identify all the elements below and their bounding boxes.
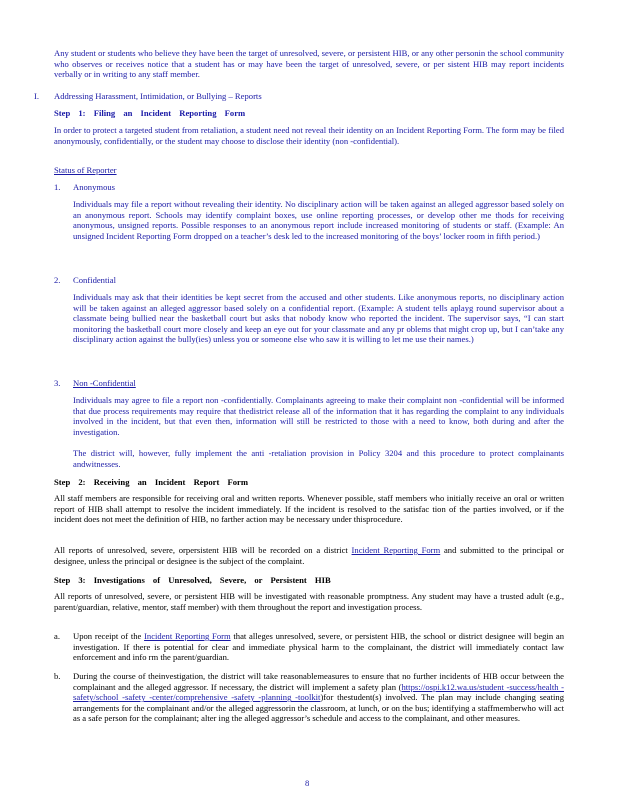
step2-paragraph-2 [54,545,564,566]
confidential-title: Confidential [73,275,116,285]
step1-paragraph: In order to protect a targeted student from retaliation, a student need not reveal their identity on an Incident Reporting Form. The form may be filed anonymously, confidentially, or the student may choose to disclose their identity (non -confidential). [54,125,564,146]
anti-retaliation-text: The district will, however, fully implement the anti -retaliation provision in Policy 3204 and this procedure to protect complainants andwitnesses. [73,448,564,469]
anonymous-text: Individuals may file a report without revealing their identity. No disciplinary action will be taken against an alleged aggressor based solely on an anonymous report. Schools may identify complaint boxes, use online reporting processes, or develop other me thods for receiving anonymous, unsigned reports. Possible responses to an anonymous report include increased monitoring of students or staff. (Example: An unsigned Incident Reporting Form dropped on a teacher’s desk led to the increased monitoring of the boys’ locker room in fifth period.) [73,199,564,241]
non-confidential-text: Individuals may agree to file a report non -confidentially. Complainants agreeing to make their complaint non -confidential will be informed that due process requirements may require that thedistrict release all of the information that it has regarding the complaint to any individuals involved in the incident, but that even then, information will still be restricted to those with a need to know, both during and after the investigation. [73,395,564,437]
step3-item-b-after: )for thestudent(s) involved. The plan may include changing seating arrangements for the complainant and/or the alleged aggressorin the classroom, at lunch, or on the bus; identifying a staffmemberwho will act as a safe person for the complainant; alter ing the alleged aggressor’s schedule and access to the complainant, and other measures. [73,692,564,724]
intro-paragraph: Any student or students who believe they have been the target of unresolved, severe, or persistent HIB, or any other personin the school community who observes or receives notice that a student has or may have been the target of unresolved, severe, or per sistent HIB may report incidents verbally or in writing to any staff member. [54,48,564,80]
anonymous-title: Anonymous [73,182,116,192]
non-confidential-title: Non -Confidential [73,378,136,388]
section-marker: I. [34,91,40,101]
incident-reporting-form-link[interactable]: Incident Reporting Form [351,545,441,555]
safety-plan-link[interactable]: https://ospi.k12.wa.us/student -success/health -safety/school -safety -center/comprehensive -safety -planning -toolkit [73,681,565,703]
step2-paragraph-2-after: and submitted to the principal or designee, unless the principal or designee is the subject of the complaint. [54,545,564,566]
step3-paragraph: All reports of unresolved, severe, or persistent HIB will be investigated with reasonable promptness. Any student may have a trusted adult (e.g., parent/guardian, relative, mentor, staff member) with them throughout the report and investigation process. [54,591,564,612]
page-number: 8 [305,778,310,788]
item-1-marker: 1. [54,182,61,192]
step2-heading: Step 2: Receiving an Incident Report Form [54,477,249,487]
item-a-marker: a. [54,631,60,641]
section-heading: Addressing Harassment, Intimidation, or Bullying – Reports [54,91,262,101]
step2-paragraph-2-before: All reports of unresolved, severe, orpersistent HIB will be recorded on a district [54,545,348,555]
item-3-marker: 3. [54,378,61,388]
incident-reporting-form-link-2[interactable]: Incident Reporting Form [144,631,231,641]
confidential-text: Individuals may ask that their identities be kept secret from the accused and other students. Like anonymous reports, no disciplinary action will be taken against an alleged aggressor based solely on a confidential report. (Example: A student tells aplayg round supervisor about a classmate being bullied near the basketball court but asks that nobody know who reported the incident. The supervisor says, “I can start monitoring the basketball court more closely and keep an eye out for your classmate and any pr oblems that might crop up, but I can’take any disciplinary action against the bully(ies) unless you or someone else who saw it is willing to let me use their names.) [73,292,564,345]
step3-item-a-before: Upon receipt of the [73,631,142,641]
step3-item-a-after: that alleges unresolved, severe, or persistent HIB, the school or district designee will begin an investigation. If there is potential for clear and immediate physical harm to the complainant, the district will immediately contact law enforcement and info rm the parent/guardian. [73,631,564,663]
step3-item-b [73,671,564,724]
step1-heading: Step 1: Filing an Incident Reporting Form [54,108,246,118]
step2-paragraph-1: All staff members are responsible for receiving oral and written reports. Whenever possible, staff members who initially receive an oral or written report of HIB shall attempt to resolve the incident immediately. If the incident is resolved to the satisfac tion of the parties involved, or if the incident does not meet the definition of HIB, no farther action may be necessary under thisprocedure. [54,493,564,525]
step3-item-a [73,631,564,663]
step3-item-b-before: During the course of theinvestigation, the district will take reasonablemeasures to ensure that no further incidents of HIB occur between the complainant and the alleged aggressor. If necessary, the district will implement a safety plan ( [73,671,564,692]
status-of-reporter-heading: Status of Reporter [54,165,117,175]
step3-heading: Step 3: Investigations of Unresolved, Severe, or Persistent HIB [54,575,331,585]
item-2-marker: 2. [54,275,61,285]
item-b-marker: b. [54,671,61,681]
